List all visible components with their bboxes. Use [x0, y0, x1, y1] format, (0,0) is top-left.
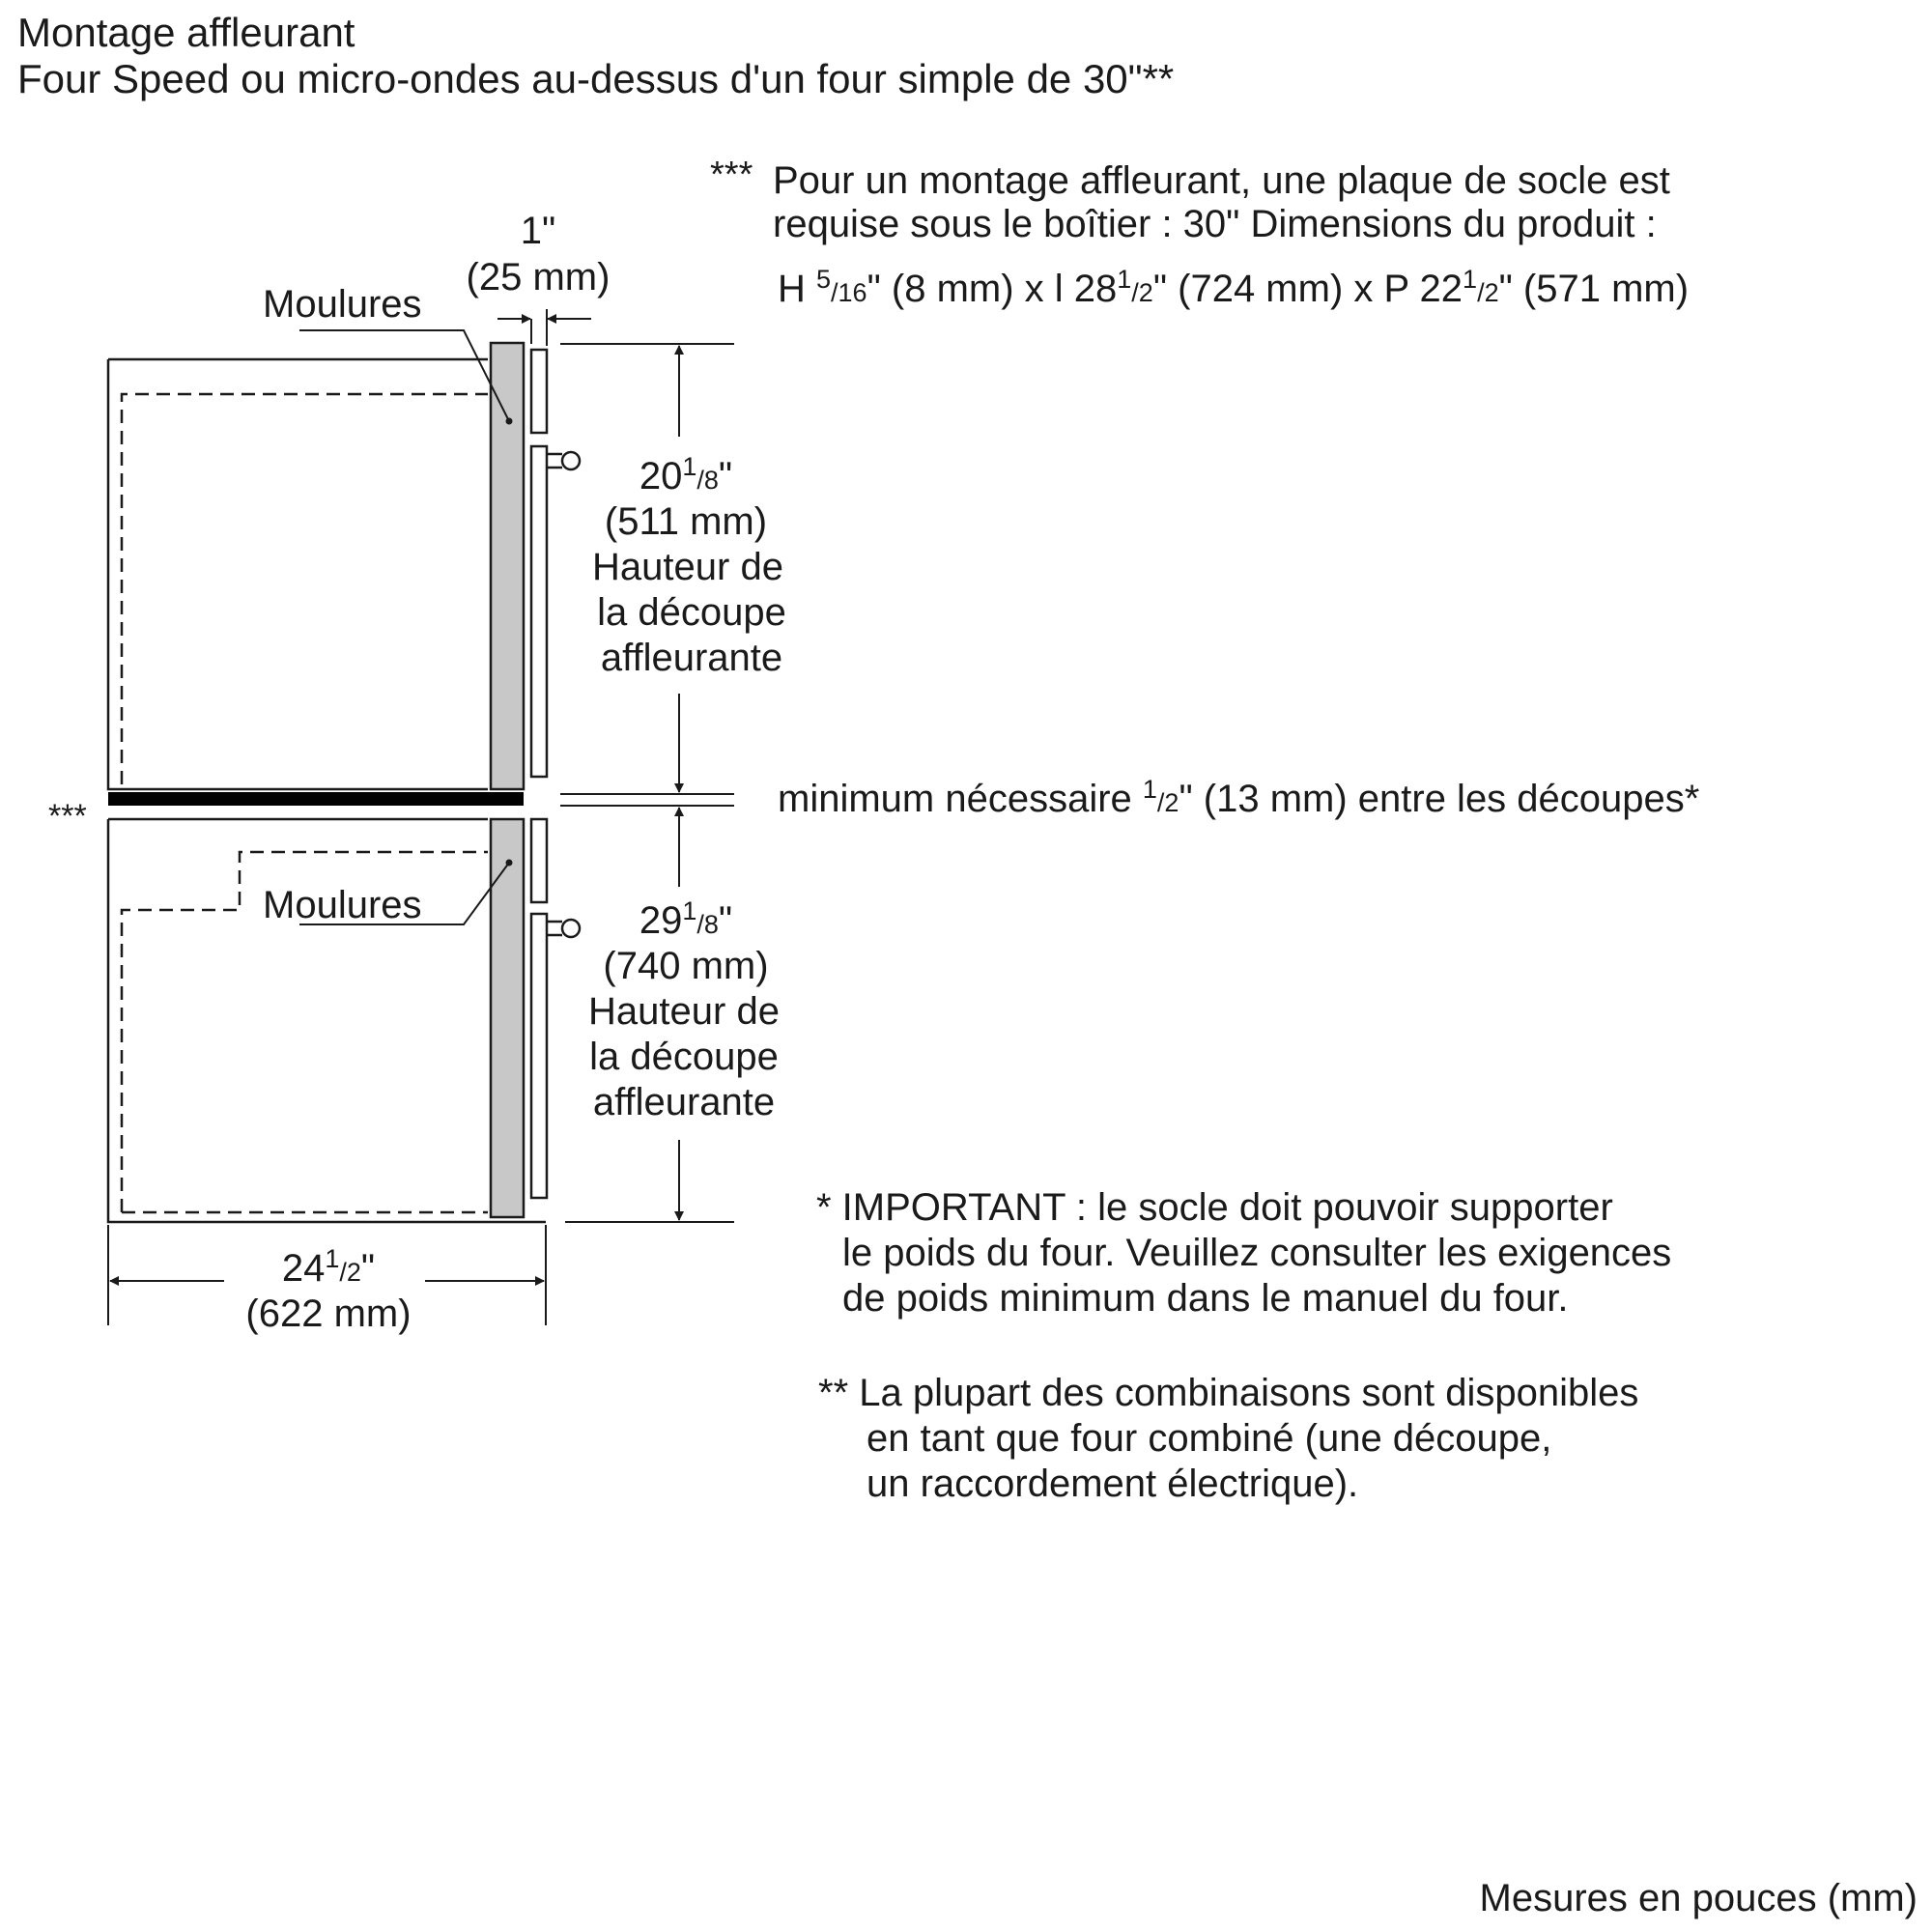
- lower-appliance-panel: [531, 819, 547, 902]
- lower-cutout-mm: (740 mm): [603, 945, 769, 987]
- upper-appliance-door: [531, 446, 547, 777]
- trim-lower: [491, 819, 524, 1217]
- lower-cutout-desc: la découpe: [589, 1036, 779, 1078]
- width-inch: $24^1_{/2}$": [281, 1244, 376, 1290]
- lower-cutout-desc: Hauteur de: [588, 990, 780, 1033]
- upper-handle-icon: [562, 452, 580, 469]
- lower-cutout-desc: affleurante: [592, 1081, 776, 1123]
- trim-leader-dot: [506, 418, 513, 425]
- upper-cabinet-outline: [108, 359, 488, 789]
- upper-cutout-desc: Hauteur de: [592, 546, 783, 588]
- base-plate: [108, 792, 524, 806]
- width-label: [245, 1244, 411, 1335]
- lower-cabinet-outline: [108, 819, 546, 1222]
- base-plate-note: [710, 155, 1689, 310]
- upper-cutout-desc: la découpe: [597, 591, 786, 634]
- base-plate-marker: ***: [48, 798, 87, 835]
- upper-oven-dashed: [122, 394, 488, 784]
- units-note: Mesures en pouces (mm): [1479, 1877, 1918, 1919]
- lower-cutout-inch: $29^1_{/8}$": [639, 896, 733, 942]
- page-subtitle: Four Speed ou micro-ondes au-dessus d'un four simple de 30"**: [17, 56, 1175, 101]
- upper-cutout-inch: $20^1_{/8}$": [639, 452, 733, 497]
- lower-cutout-label: [588, 896, 780, 1123]
- note-line: un raccordement électrique).: [867, 1463, 1359, 1505]
- note-line: ** La plupart des combinaisons sont disponibles: [818, 1372, 1639, 1414]
- trim-label-lower: Moulures: [263, 884, 422, 926]
- product-dimensions: H $^5_{/16}$" (8 mm) x l $28^1_{/2}$" (724 mm) x P $22^1_{/2}$" (571 mm): [778, 265, 1690, 310]
- lower-appliance-door: [531, 914, 547, 1198]
- width-mm: (622 mm): [245, 1293, 412, 1335]
- upper-appliance-panel: [531, 350, 547, 433]
- trim-label-upper: Moulures: [263, 283, 422, 326]
- combo-note: [818, 1372, 1638, 1505]
- trim-depth-inch: 1": [520, 210, 556, 252]
- trim-depth-mm: (25 mm): [466, 256, 611, 298]
- note-line: Pour un montage affleurant, une plaque de socle est: [773, 159, 1670, 202]
- upper-cutout-desc: affleurante: [600, 637, 783, 679]
- note-line: en tant que four combiné (une découpe,: [867, 1417, 1552, 1460]
- gap-minimum: minimum nécessaire $^1_{/2}$" (13 mm) entre les découpes*: [778, 775, 1700, 820]
- note-line: de poids minimum dans le manuel du four.: [842, 1277, 1569, 1320]
- note-line: requise sous le boîtier : 30" Dimensions du produit :: [773, 203, 1657, 245]
- upper-cutout-mm: (511 mm): [604, 500, 768, 543]
- trim-upper: [491, 343, 524, 789]
- page-title: Montage affleurant: [17, 10, 355, 55]
- note-line: * IMPORTANT : le socle doit pouvoir supporter: [816, 1186, 1613, 1229]
- note-marker: ***: [710, 155, 753, 195]
- trim-leader-dot: [506, 860, 513, 867]
- important-note: [816, 1186, 1671, 1320]
- note-line: le poids du four. Veuillez consulter les exigences: [842, 1232, 1672, 1274]
- trim-leader-upper: [299, 330, 509, 421]
- lower-handle-icon: [562, 920, 580, 937]
- upper-cutout-label: [592, 452, 786, 679]
